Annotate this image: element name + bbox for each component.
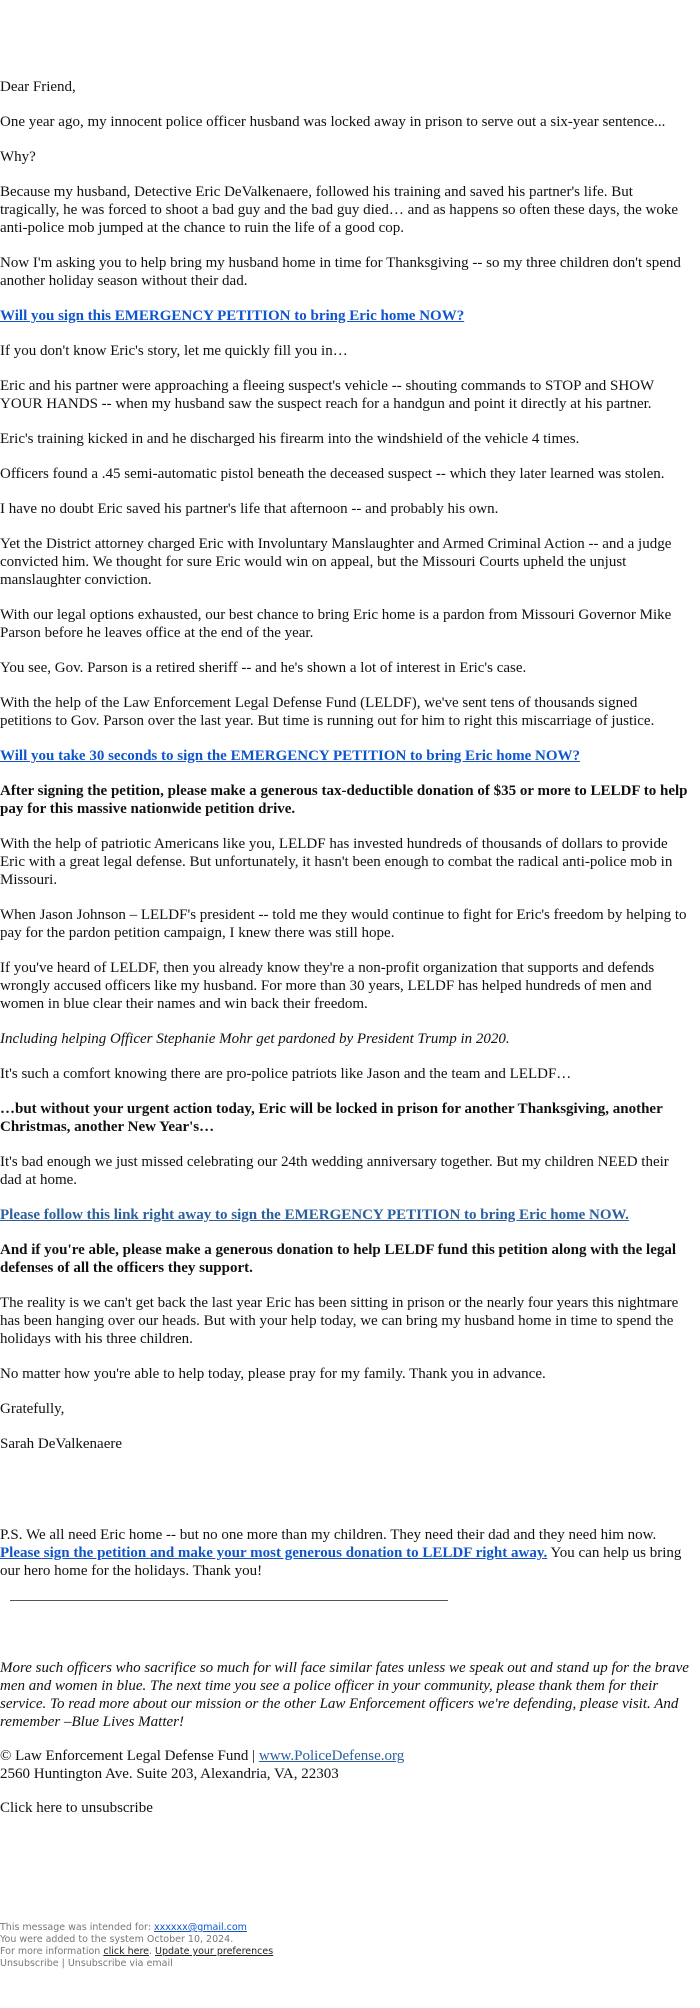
ps-text: P.S. We all need Eric home -- but no one more than my children. They need their dad and they need him now. — [0, 1527, 657, 1543]
paragraph: Because my husband, Detective Eric DeValkenaere, followed his training and saved his partner's life. But tragically, he was forced to shoot a bad guy and the bad guy died… and as happens so often these days, the woke anti-police mob jumped at the chance to ruin the life of a good cop. — [0, 184, 679, 236]
bold-appeal: After signing the petition, please make a generous tax-deductible donation of $35 or more to LELDF to help pay for this massive nationwide petition drive. — [0, 783, 688, 817]
paragraph: Officers found a .45 semi-automatic pistol beneath the deceased suspect -- which they later learned was stolen. — [0, 466, 665, 482]
meta-text: For more information — [0, 1946, 104, 1957]
paragraph: It's bad enough we just missed celebrating our 24th wedding anniversary together. But my children NEED their dad at home. — [0, 1154, 669, 1188]
ps-donate-link[interactable]: Please sign the petition and make your most generous donation to LELDF right away. — [0, 1545, 548, 1561]
footer-mission-text: More such officers who sacrifice so much for will face similar fates unless we speak out and stand up for the brave men and women in blue. The next time you see a police officer in your community, please thank them for their service. To read more about our mission or the other Law Enforcement officers we're defending, please visit. And remember –Blue Lives Matter! — [0, 1660, 689, 1730]
paragraph: It's such a comfort knowing there are pro-police patriots like Jason and the team and LELDF… — [0, 1066, 572, 1082]
signature: Sarah DeValkenaere — [0, 1436, 123, 1452]
petition-link-paragraph — [0, 307, 692, 325]
paragraph: You see, Gov. Parson is a retired sheriff -- and he's shown a lot of interest in Eric's case. — [0, 660, 527, 676]
meta-unsubscribe-link[interactable]: Unsubscribe — [0, 1958, 59, 1969]
paragraph: With our legal options exhausted, our best chance to bring Eric home is a pardon from Missouri Governor Mike Parson before he leaves office at the end of the year. — [0, 607, 672, 641]
italic-note: Including helping Officer Stephanie Mohr get pardoned by President Trump in 2020. — [0, 1031, 510, 1047]
paragraph: With the help of patriotic Americans like you, LELDF has invested hundreds of thousands of dollars to provide Eric with a great legal defense. But unfortunately, it hasn't been enough to combat the radical anti-police mob in Missouri. — [0, 836, 673, 888]
meta-text: . — [149, 1946, 156, 1957]
petition-link-2[interactable]: Will you take 30 seconds to sign the EMERGENCY PETITION to bring Eric home NOW? — [0, 748, 581, 764]
meta-text: This message was intended for: — [0, 1922, 154, 1933]
ps-text: You can help us bring our hero home for the holidays. Thank you! — [0, 1545, 682, 1579]
paragraph: Why? — [0, 149, 36, 165]
petition-link-1[interactable]: Will you sign this EMERGENCY PETITION to bring Eric home NOW? — [0, 308, 465, 324]
copyright-text: © Law Enforcement Legal Defense Fund | — [0, 1748, 259, 1764]
paragraph: When Jason Johnson – LELDF's president -- told me they would continue to fight for Eric's freedom by helping to pay for the pardon petition campaign, I knew there was still hope. — [0, 907, 687, 941]
meta-line — [0, 1958, 692, 1970]
petition-link-3[interactable]: Please follow this link right away to sign the EMERGENCY PETITION to bring Eric home NOW. — [0, 1207, 629, 1223]
recipient-email-link[interactable]: xxxxxx@gmail.com — [154, 1922, 247, 1933]
update-preferences-link[interactable]: Update your preferences — [155, 1946, 274, 1957]
paragraph: Yet the District attorney charged Eric with Involuntary Manslaughter and Armed Criminal Action -- and a judge convicted him. We thought for sure Eric would win on appeal, but the Missouri Courts upheld the unjust manslaughter conviction. — [0, 536, 672, 588]
spacer — [0, 1601, 692, 1659]
website-link[interactable]: www.PoliceDefense.org — [258, 1748, 405, 1764]
paragraph: Eric and his partner were approaching a fleeing suspect's vehicle -- shouting commands to STOP and SHOW YOUR HANDS -- when my husband saw the suspect reach for a handgun and point it directly at his partner. — [0, 378, 654, 412]
postscript — [0, 1526, 692, 1580]
meta-text: | — [58, 1958, 68, 1969]
unsubscribe-link[interactable]: Click here to unsubscribe — [0, 1800, 153, 1816]
meta-line — [0, 1946, 692, 1958]
paragraph: If you've heard of LELDF, then you already know they're a non-profit organization that supports and defends wrongly accused officers like my husband. For more than 30 years, LELDF has helped hundreds of men and women in blue clear their names and win back their freedom. — [0, 960, 655, 1012]
meta-line — [0, 1922, 692, 1934]
paragraph: With the help of the Law Enforcement Legal Defense Fund (LELDF), we've sent tens of thousands signed petitions to Gov. Parson over the last year. But time is running out for him to right this miscarriage of justice. — [0, 695, 655, 729]
meta-line: You were added to the system October 10, 2024. — [0, 1934, 234, 1945]
footer-address-block — [0, 1747, 692, 1783]
bold-appeal: And if you're able, please make a generous donation to help LELDF fund this petition along with the legal defenses of all the officers they support. — [0, 1242, 677, 1276]
greeting: Dear Friend, — [0, 79, 76, 95]
paragraph: If you don't know Eric's story, let me quickly fill you in… — [0, 343, 348, 359]
paragraph: I have no doubt Eric saved his partner's life that afternoon -- and probably his own. — [0, 501, 499, 517]
paragraph: One year ago, my innocent police officer husband was locked away in prison to serve out a six-year sentence... — [0, 114, 666, 130]
paragraph: The reality is we can't get back the last year Eric has been sitting in prison or the nearly four years this nightmare has been hanging over our heads. But with your help today, we can bring my husband home in time to spend the holidays with his three children. — [0, 1295, 679, 1347]
petition-link-paragraph — [0, 1206, 692, 1224]
petition-link-paragraph — [0, 747, 692, 765]
email-meta-footer — [0, 1922, 692, 1970]
spacer — [0, 1470, 692, 1526]
bold-appeal: …but without your urgent action today, Eric will be locked in prison for another Thanksgiving, another Christmas, another New Year's… — [0, 1101, 663, 1135]
paragraph: Now I'm asking you to help bring my husband home in time for Thanksgiving -- so my three children don't spend another holiday season without their dad. — [0, 255, 681, 289]
postal-address: 2560 Huntington Ave. Suite 203, Alexandria, VA, 22303 — [0, 1766, 339, 1782]
email-body — [0, 78, 692, 1834]
paragraph: No matter how you're able to help today, please pray for my family. Thank you in advance. — [0, 1366, 546, 1382]
closing: Gratefully, — [0, 1401, 65, 1417]
meta-unsubscribe-email-link[interactable]: Unsubscribe via email — [67, 1958, 173, 1969]
paragraph: Eric's training kicked in and he discharged his firearm into the windshield of the vehicle 4 times. — [0, 431, 580, 447]
more-info-link[interactable]: click here — [103, 1946, 149, 1957]
